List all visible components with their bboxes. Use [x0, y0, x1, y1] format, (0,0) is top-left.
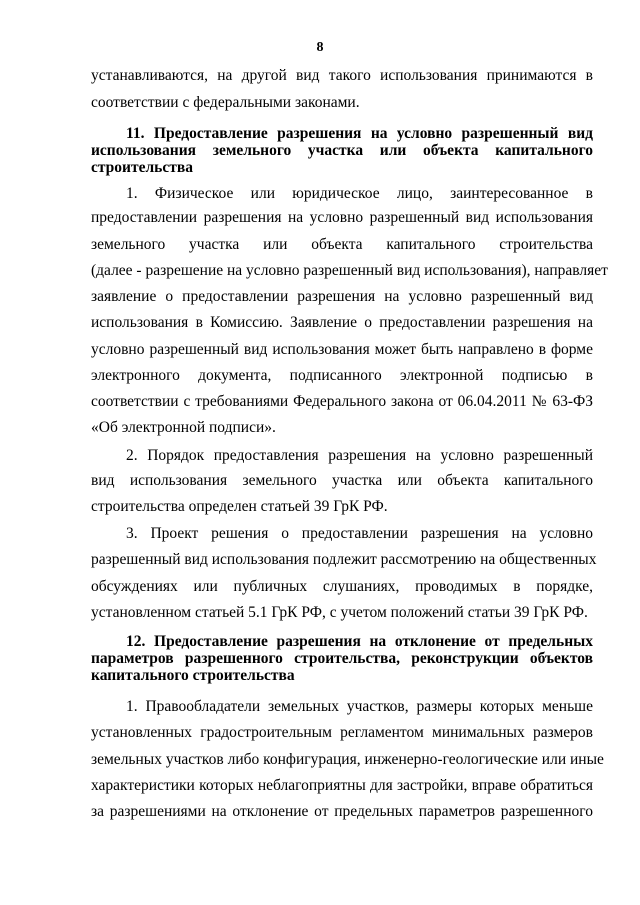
text-line: за разрешениями на отклонение от предельных параметров разрешенного: [91, 803, 593, 820]
text-line: 1. Правообладатели земельных участков, размеры которых меньше: [126, 698, 593, 715]
text-line: (далее - разрешение на условно разрешенный вид использования), направляет: [91, 262, 608, 279]
section-heading-11: строительства: [91, 159, 193, 176]
text-line: заявление о предоставлении разрешения на условно разрешенный вид: [91, 288, 593, 305]
text-line: земельных участков либо конфигурация, инженерно-геологические или иные: [91, 751, 604, 768]
text-line: 3. Проект решения о предоставлении разрешения на условно: [126, 525, 593, 542]
text-line: обсуждениях или публичных слушаниях, проводимых в порядке,: [91, 578, 593, 595]
page-number: 8: [316, 40, 324, 55]
text-line: электронного документа, подписанного электронной подписью в: [91, 367, 593, 384]
section-heading-12: капитального строительства: [91, 667, 295, 684]
text-line: установленных градостроительным регламентом минимальных размеров: [91, 724, 593, 741]
text-line: соответствии с требованиями Федерального закона от 06.04.2011 № 63-ФЗ: [91, 393, 593, 410]
text-line: вид использования земельного участка или объекта капитального: [91, 472, 593, 489]
text-line: устанавливаются, на другой вид такого использования принимаются в: [91, 67, 593, 84]
text-line: предоставлении разрешения на условно разрешенный вид использования: [91, 209, 593, 226]
text-line: использования в Комиссию. Заявление о предоставлении разрешения на: [91, 314, 593, 331]
text-line: условно разрешенный вид использования может быть направлено в форме: [91, 341, 593, 358]
text-line: 1. Физическое или юридическое лицо, заинтересованное в: [126, 185, 593, 202]
section-heading-11: 11. Предоставление разрешения на условно разрешенный вид: [126, 125, 593, 142]
text-line: характеристики которых неблагоприятны для застройки, вправе обратиться: [91, 777, 593, 794]
text-line: «Об электронной подписи».: [91, 419, 276, 436]
text-line: установленном статьей 5.1 ГрК РФ, с учетом положений статьи 39 ГрК РФ.: [91, 604, 588, 621]
text-line: соответствии с федеральными законами.: [91, 94, 360, 111]
text-line: строительства определен статьей 39 ГрК РФ.: [91, 498, 388, 515]
section-heading-12: 12. Предоставление разрешения на отклонение от предельных: [126, 633, 593, 650]
section-heading-12: параметров разрешенного строительства, реконструкции объектов: [91, 650, 593, 667]
text-line: 2. Порядок предоставления разрешения на условно разрешенный: [126, 447, 593, 464]
text-line: разрешенный вид использования подлежит рассмотрению на общественных: [91, 551, 597, 568]
text-line: земельного участка или объекта капитального строительства: [91, 236, 593, 253]
section-heading-11: использования земельного участка или объекта капитального: [91, 142, 593, 159]
